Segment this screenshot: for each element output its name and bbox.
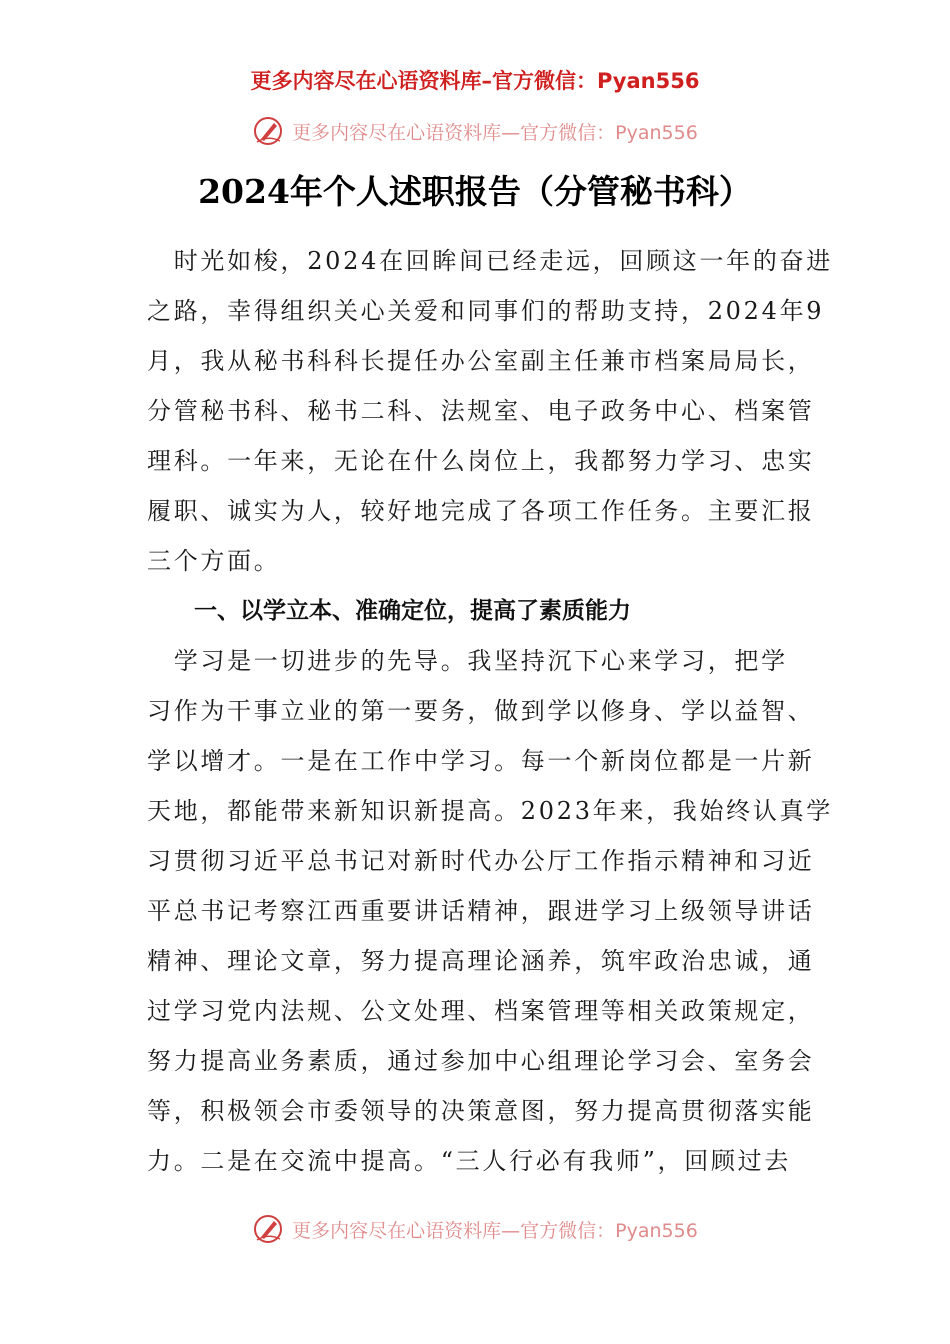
paragraph-line: 履职、诚实为人，较好地完成了各项工作任务。主要汇报 <box>147 497 815 525</box>
top-banner: 更多内容尽在心语资料库–官方微信：Pyan556 <box>250 69 700 93</box>
paragraph-line: 之路，幸得组织关心关爱和同事们的帮助支持，2024年9 <box>147 297 825 325</box>
paragraph-line: 过学习党内法规、公文处理、档案管理等相关政策规定， <box>147 997 815 1025</box>
watermark-top <box>0 113 950 149</box>
paragraph-line: 学以增才。一是在工作中学习。每一个新岗位都是一片新 <box>147 747 815 775</box>
paragraph-line: 习作为干事立业的第一要务，做到学以修身、学以益智、 <box>147 697 815 725</box>
watermark-bottom <box>0 1211 950 1247</box>
pen-circle-logo-icon <box>252 1213 284 1245</box>
paragraph-line: 月，我从秘书科科长提任办公室副主任兼市档案局局长， <box>147 347 815 375</box>
paragraph-line: 学习是一切进步的先导。我坚持沉下心来学习，把学 <box>147 647 788 675</box>
paragraph-line: 分管秘书科、秘书二科、法规室、电子政务中心、档案管 <box>147 397 815 425</box>
paragraph-line: 精神、理论文章，努力提高理论涵养，筑牢政治忠诚，通 <box>147 947 815 975</box>
paragraph-line: 时光如梭，2024在回眸间已经走远，回顾这一年的奋进 <box>147 247 833 275</box>
paragraph-line: 力。二是在交流中提高。“三人行必有我师”，回顾过去 <box>147 1147 792 1175</box>
paragraph-line: 理科。一年来，无论在什么岗位上，我都努力学习、忠实 <box>147 447 815 475</box>
paragraph-line: 习贯彻习近平总书记对新时代办公厅工作指示精神和习近 <box>147 847 815 875</box>
section-heading: 一、以学立本、准确定位，提高了素质能力 <box>194 598 631 624</box>
watermark-text: 更多内容尽在心语资料库—官方微信：Pyan556 <box>292 121 698 144</box>
paragraph-line: 努力提高业务素质，通过参加中心组理论学习会、室务会 <box>147 1047 815 1075</box>
paragraph-line: 等，积极领会市委领导的决策意图，努力提高贯彻落实能 <box>147 1097 815 1125</box>
paragraph-line: 平总书记考察江西重要讲话精神，跟进学习上级领导讲话 <box>147 897 815 925</box>
paragraph-line: 天地，都能带来新知识新提高。2023年来，我始终认真学 <box>147 797 833 825</box>
document-title: 2024年个人述职报告（分管秘书科） <box>198 172 752 211</box>
pen-circle-logo-icon <box>252 115 284 147</box>
paragraph-line: 三个方面。 <box>147 547 281 575</box>
watermark-text: 更多内容尽在心语资料库—官方微信：Pyan556 <box>292 1219 698 1242</box>
